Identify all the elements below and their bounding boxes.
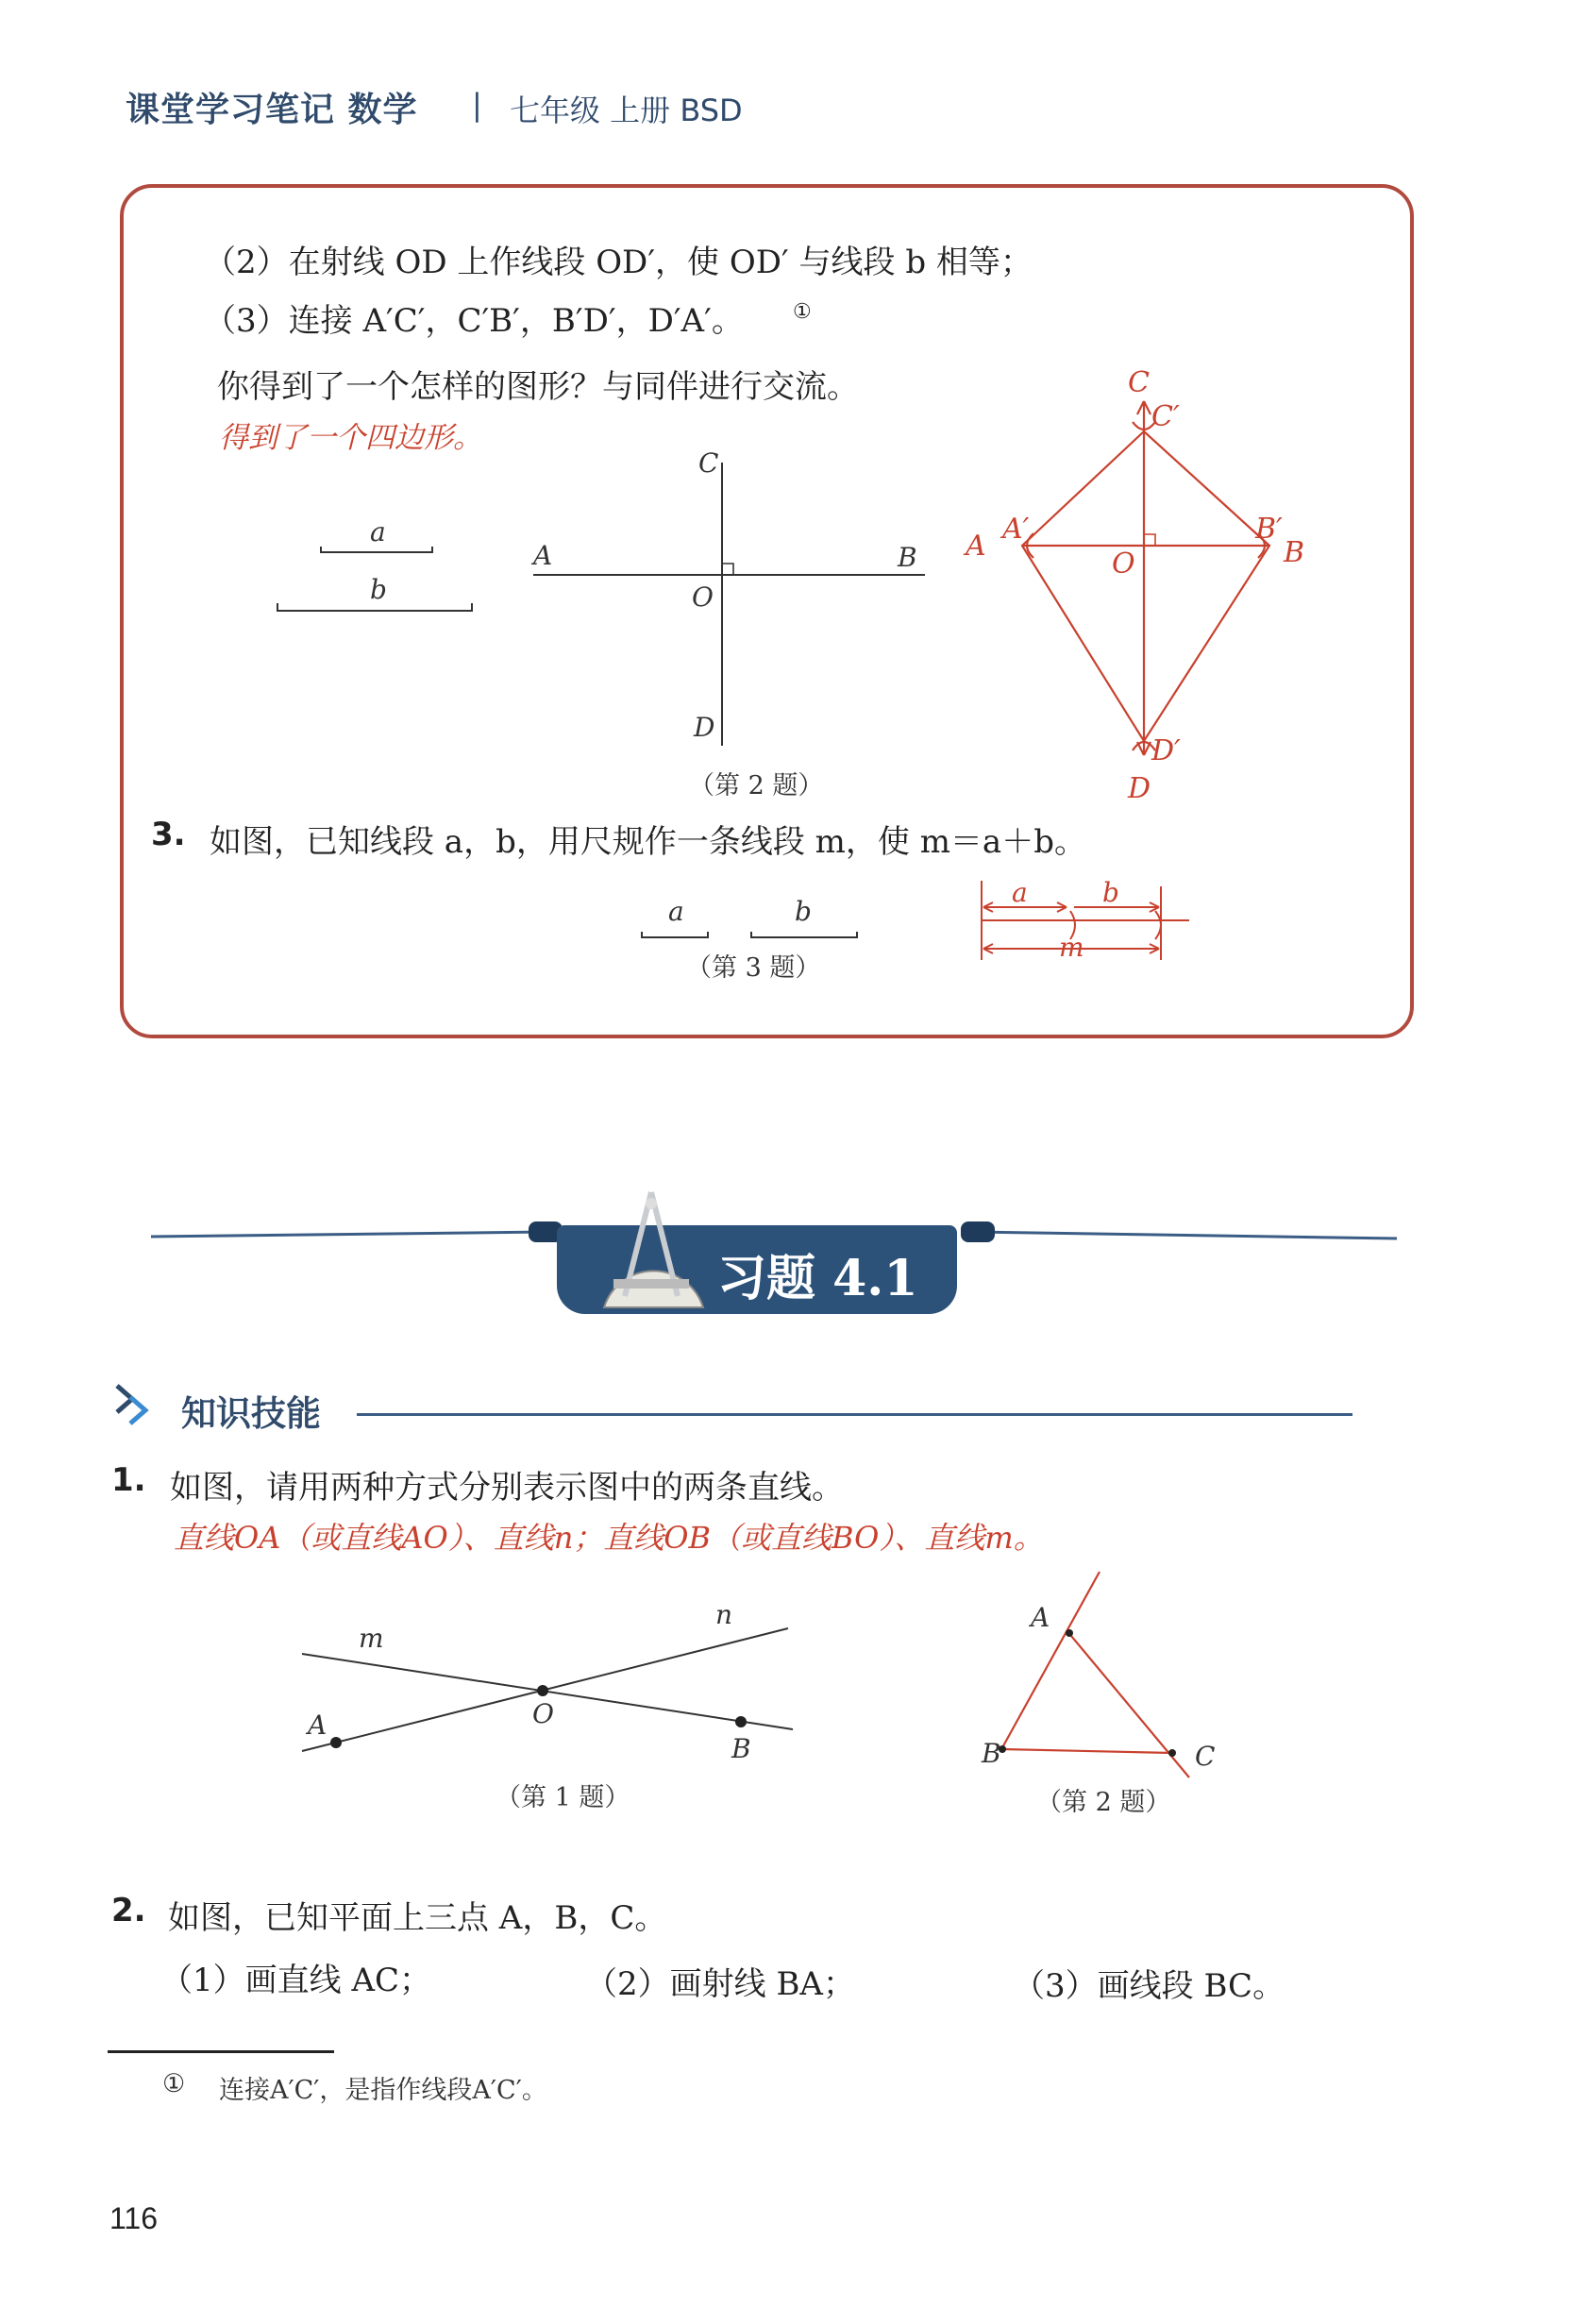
segment-BC [1002,1749,1172,1753]
point-A [330,1737,342,1748]
ray-BA [1000,1572,1100,1751]
fig1-label-m: m [359,1623,384,1654]
label-A1-red: A′ [1002,513,1030,546]
label-D: D [694,712,715,743]
q3-ans-label-m: m [1059,932,1084,963]
perpendicular-lines-figure [524,444,939,755]
ex1-number: 1. [111,1461,146,1499]
q3-answer-figure [972,873,1199,968]
ex1-caption-fig2: （第 2 题） [1036,1788,1171,1817]
ex2-text: 如图，已知平面上三点 A，B，C。 [168,1899,667,1937]
compass-icon [595,1185,708,1312]
triangle-figure [972,1562,1236,1789]
footnote-mark: ① [162,2069,186,2098]
point-O [537,1685,548,1696]
label-B: B [898,542,917,573]
ex1-caption-fig1: （第 1 题） [496,1783,630,1812]
chevron-right-icon [111,1380,168,1427]
fig1-label-A: A [308,1710,328,1741]
q3-ans-label-a: a [1012,877,1028,908]
label-A-red: A [966,530,986,563]
ex1-answer: 直线OA（或直线AO）、直线n；直线OB（或直线BO）、直线m。 [174,1520,1044,1556]
ex2-number: 2. [111,1892,146,1929]
fig2-label-B: B [982,1738,1001,1769]
ex2-part3: （3）画线段 BC。 [1013,1967,1285,2005]
q3-label-a: a [668,896,684,927]
q3-segment-b [751,932,857,937]
label-b: b [370,574,387,605]
fig2-label-A: A [1031,1602,1050,1633]
question-text: 你得到了一个怎样的图形？与同伴进行交流。 [217,368,859,406]
q3-text: 如图，已知线段 a，b，用尺规作一条线段 m，使 m＝a＋b。 [210,823,1086,861]
label-D-red: D [1128,772,1151,805]
right-angle-mark [722,564,733,575]
footnote-marker: ① [793,300,812,324]
book-subtitle: 七年级 上册 BSD [510,93,743,128]
answer-text: 得到了一个四边形。 [219,421,482,455]
label-a: a [370,516,386,548]
footnote-rule [108,2050,334,2053]
step-2-text: （2）在射线 OD 上作线段 OD′，使 OD′ 与线段 b 相等； [204,244,1033,281]
caption-box-fig3: （第 3 题） [686,953,821,983]
label-A: A [533,540,553,571]
fig2-label-C: C [1195,1741,1216,1772]
label-C1-red: C′ [1151,400,1180,433]
q3-segment-a [642,932,708,937]
book-title: 课堂学习笔记 数学 [126,91,418,129]
fig1-label-O: O [532,1698,554,1729]
q3-ans-label-b: b [1102,877,1119,908]
label-D1-red: D′ [1151,734,1181,767]
label-B1-red: B′ [1255,513,1283,546]
point-B [735,1716,747,1727]
page-number: 116 [109,2201,159,2235]
label-O: O [692,581,714,613]
label-C: C [698,447,719,479]
q3-label-b: b [795,896,812,927]
segments-a-b-figure [264,505,481,618]
label-O-red: O [1112,548,1135,581]
quadrilateral [1022,431,1269,741]
footnote-text: 连接A′C′，是指作线段A′C′。 [219,2076,547,2105]
ex2-part2: （2）画射线 BA； [585,1965,855,2003]
header-separator: | [472,87,482,123]
label-C-red: C [1128,366,1150,399]
section-rule [357,1413,1352,1416]
q3-segments-figure [632,883,868,949]
q3-number: 3. [151,816,186,853]
fig1-label-B: B [731,1733,751,1764]
label-B-red: B [1284,536,1305,569]
section-title: 知识技能 [181,1393,321,1434]
right-angle-mark-red [1144,534,1155,546]
quadrilateral-construction-figure [958,363,1326,817]
ex1-text: 如图，请用两种方式分别表示图中的两条直线。 [170,1469,844,1507]
ex2-part1: （1）画直线 AC； [160,1962,432,1999]
step-3-text: （3）连接 A′C′，C′B′，B′D′，D′A′。 [204,302,744,340]
intersecting-lines-figure [293,1595,821,1775]
fig1-label-n: n [715,1599,733,1630]
banner-title: 习题 4.1 [717,1250,918,1307]
caption-box-fig2: （第 2 题） [689,771,824,800]
